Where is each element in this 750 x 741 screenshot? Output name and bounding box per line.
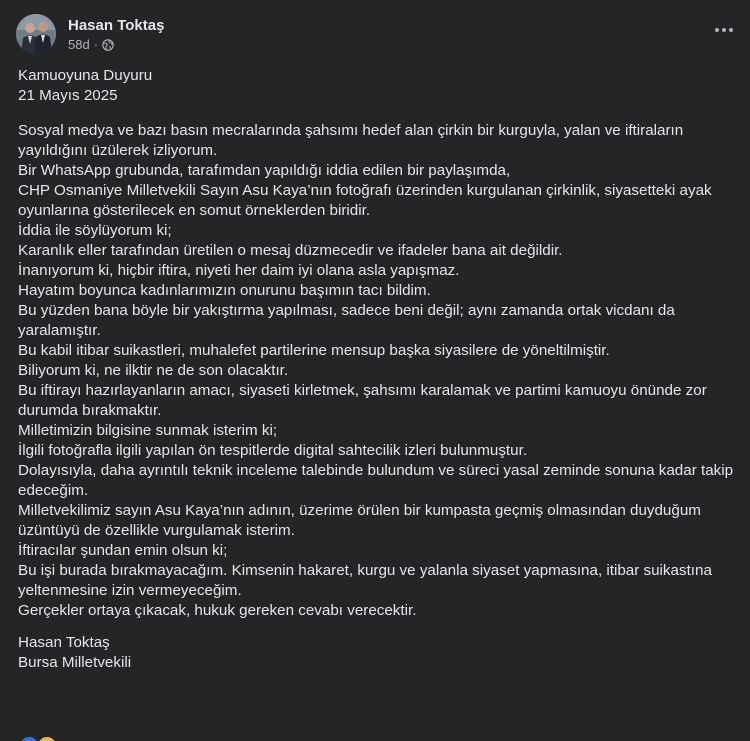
body-line: Milletvekilimiz sayın Asu Kaya’nın adının, üzerime örülen bir kumpasta geçmiş olmasından duyduğum üzüntüyü de özellikle vurgulamak isterim. (18, 502, 701, 539)
body-line: Hayatım boyunca kadınlarımızın onurunu başımın tacı bildim. (18, 282, 431, 299)
body-line: Sosyal medya ve bazı basın mecralarında şahsımı hedef alan çirkin bir kurguyla, yalan ve iftiraların yayıldığını üzülerek izliyorum. (18, 122, 684, 159)
body-line: Bu yüzden bana böyle bir yakıştırma yapılması, sadece beni değil; aynı zamanda ortak vicdanı da yaralamıştır. (18, 302, 675, 339)
separator: · (93, 36, 99, 52)
signature-role: Bursa Milletvekili (18, 654, 132, 671)
announcement-date: 21 Mayıs 2025 (18, 87, 118, 104)
body-line: İnanıyorum ki, hiçbir iftira, niyeti her daim iyi olana asla yapışmaz. (18, 262, 460, 279)
body-line: İddia ile söylüyorum ki; (18, 222, 172, 239)
post-header (16, 12, 164, 56)
body-line: İlgili fotoğrafla ilgili yapılan ön tespitlerde digital sahtecilik izleri bulunmuştur. (18, 442, 528, 459)
globe-icon (102, 39, 114, 51)
more-options-icon[interactable] (706, 18, 742, 42)
body-line: CHP Osmaniye Milletvekili Sayın Asu Kaya’nın fotoğrafı üzerinden kurgulanan çirkinlik, siyasetteki ayak oyunlarına gösterilecek en somut örneklerden biridir. (18, 182, 712, 219)
body-line: Bu iftirayı hazırlayanların amacı, siyaseti kirletmek, şahsımı karalamak ve partimi kamuoyu önünde zor durumda bırakmaktır. (18, 382, 707, 419)
announcement-title: Kamuoyuna Duyuru (18, 67, 153, 84)
post-content (18, 66, 740, 673)
body-line: Bu kabil itibar suikastleri, muhalefet partilerine mensup başka siyasilere de yöneltilmiştir. (18, 342, 610, 359)
signature-name: Hasan Toktaş (18, 634, 110, 651)
post-subline (68, 37, 164, 53)
body-line: Karanlık eller tarafından üretilen o mesaj düzmecedir ve ifadeler bana ait değildir. (18, 242, 563, 259)
body-line: Biliyorum ki, ne ilktir ne de son olacaktır. (18, 362, 289, 379)
body-line: Bu işi burada bırakmayacağım. Kimsenin hakaret, kurgu ve yalanla siyaset yapmasına, itibar suikastına yeltenmesine izin vermeyeceğim. (18, 562, 712, 599)
avatar[interactable] (16, 14, 56, 54)
body-line: Gerçekler ortaya çıkacak, hukuk gereken cevabı verecektir. (18, 602, 417, 619)
care-reaction-icon (36, 735, 58, 741)
body-line: İftiracılar şundan emin olsun ki; (18, 542, 228, 559)
post-time[interactable]: 58d (68, 36, 90, 52)
body-line: Milletimizin bilgisine sunmak isterim ki; (18, 422, 278, 439)
post-meta (68, 16, 164, 53)
body-line: Dolayısıyla, daha ayrıntılı teknik inceleme talebinde bulundum ve süreci yasal zeminde sonuna kadar takip edeceğim. (18, 462, 734, 499)
author-name[interactable]: Hasan Toktaş (68, 16, 165, 34)
reaction-icons[interactable] (18, 735, 54, 741)
avatar-photo-icon (16, 14, 56, 54)
body-line: Bir WhatsApp grubunda, tarafımdan yapıldığı iddia edilen bir paylaşımda, (18, 162, 511, 179)
